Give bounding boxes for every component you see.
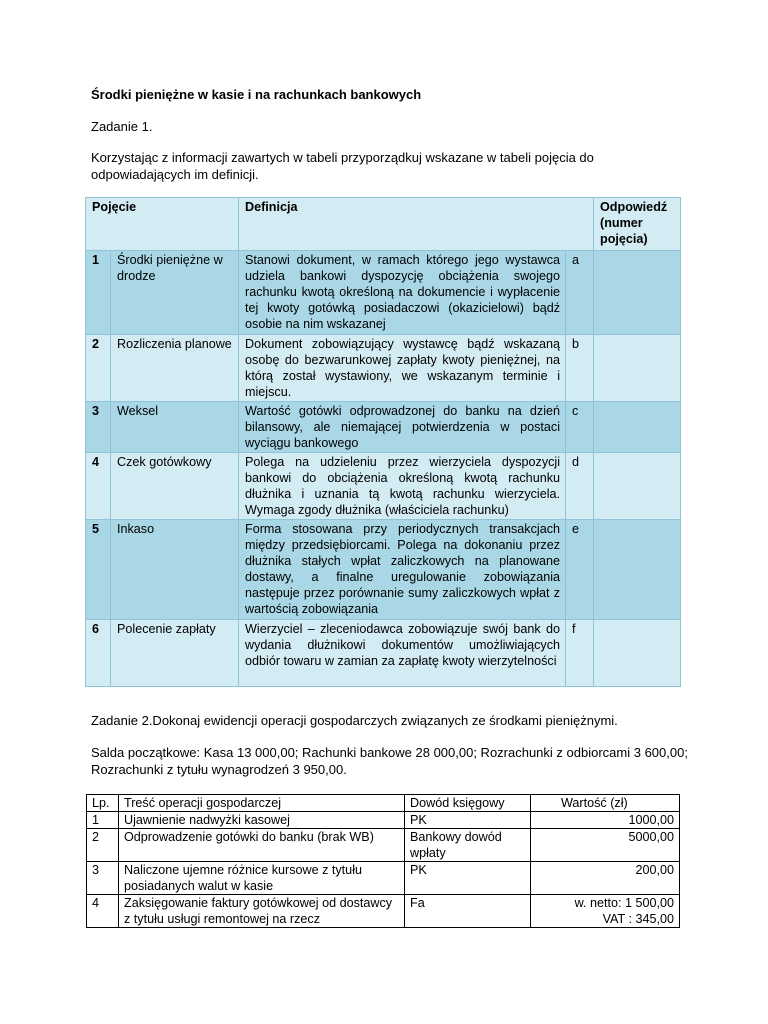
- row-document: PK: [405, 862, 531, 895]
- header-answer: Odpowiedź (numer pojęcia): [594, 198, 681, 251]
- row-number: 6: [86, 620, 111, 687]
- table-row: [86, 620, 681, 687]
- row-definition: Dokument zobowiązujący wystawcę bądź wskazaną osobę do bezwarunkowej zapłaty kwoty pieniężnej, na którą został wystawiony, we wskazanym terminie i miejscu.: [239, 335, 566, 402]
- table-row: [87, 895, 680, 928]
- row-content: Odprowadzenie gotówki do banku (brak WB): [119, 829, 405, 862]
- concepts-table-header: [86, 198, 681, 251]
- table-row: [86, 251, 681, 335]
- row-document: Bankowy dowód wpłaty: [405, 829, 531, 862]
- row-value: 1000,00: [531, 812, 680, 829]
- row-letter: d: [566, 453, 594, 520]
- row-letter: f: [566, 620, 594, 687]
- row-concept: Polecenie zapłaty: [111, 620, 239, 687]
- row-number: 2: [86, 335, 111, 402]
- answer-cell[interactable]: [594, 335, 681, 402]
- row-definition: Wartość gotówki odprowadzonej do banku na dzień bilansowy, ale niemającej potwierdzenia w postaci wyciągu bankowego: [239, 402, 566, 453]
- answer-cell[interactable]: [594, 453, 681, 520]
- table-row: [86, 402, 681, 453]
- answer-cell[interactable]: [594, 402, 681, 453]
- header-content: Treść operacji gospodarczej: [119, 795, 405, 812]
- row-definition: Wierzyciel – zleceniodawca zobowiązuje swój bank do wydania dłużnikowi dokumentów umożliwiających odbiór towaru w zamian za zapłatę kwoty wierzytelności: [239, 620, 566, 687]
- row-document: Fa: [405, 895, 531, 928]
- header-definition: Definicja: [239, 198, 594, 251]
- table-row: [86, 453, 681, 520]
- task1-instruction: Korzystając z informacji zawartych w tabeli przyporządkuj wskazane w tabeli pojęcia do odpowiadających im definicji.: [91, 150, 594, 182]
- answer-cell[interactable]: [594, 251, 681, 335]
- answer-cell[interactable]: [594, 620, 681, 687]
- row-value: [531, 895, 680, 928]
- row-definition: Stanowi dokument, w ramach którego jego wystawca udziela bankowi dyspozycję obciążenia swojego rachunku kwotą określoną na dokumencie i wypłacenie tej kwoty gotówką posiadaczowi (okazicielowi) bądź osobie na nim wskazanej: [239, 251, 566, 335]
- row-value: 5000,00: [531, 829, 680, 862]
- row-number: 1: [86, 251, 111, 335]
- task2-balances: Salda początkowe: Kasa 13 000,00; Rachunki bankowe 28 000,00; Rozrachunki z odbiorcami 3 600,00; Rozrachunki z tytułu wynagrodzeń 3 950,00.: [91, 745, 688, 777]
- table-row: [87, 862, 680, 895]
- operations-table-header: [87, 795, 680, 812]
- row-concept: Środki pieniężne w drodze: [111, 251, 239, 335]
- row-content: Ujawnienie nadwyżki kasowej: [119, 812, 405, 829]
- task1-label: Zadanie 1.: [91, 119, 153, 134]
- row-content: Naliczone ujemne różnice kursowe z tytułu posiadanych walut w kasie: [119, 862, 405, 895]
- table-row: [87, 812, 680, 829]
- row-letter: c: [566, 402, 594, 453]
- header-value: Wartość (zł): [531, 795, 680, 812]
- table-row: [86, 335, 681, 402]
- row-content: Zaksięgowanie faktury gotówkowej od dostawcy z tytułu usługi remontowej na rzecz: [119, 895, 405, 928]
- row-value: 200,00: [531, 862, 680, 895]
- header-lp: Lp.: [87, 795, 119, 812]
- row-letter: e: [566, 520, 594, 620]
- row-number: 3: [86, 402, 111, 453]
- answer-cell[interactable]: [594, 520, 681, 620]
- row-value-net: w. netto: 1 500,00: [574, 896, 674, 910]
- header-document: Dowód księgowy: [405, 795, 531, 812]
- table-row: [86, 520, 681, 620]
- operations-table: [86, 794, 680, 928]
- row-document: PK: [405, 812, 531, 829]
- row-letter: b: [566, 335, 594, 402]
- concepts-table: [85, 197, 681, 687]
- row-number: 5: [86, 520, 111, 620]
- row-lp: 4: [87, 895, 119, 928]
- row-number: 4: [86, 453, 111, 520]
- row-concept: Inkaso: [111, 520, 239, 620]
- row-definition: Polega na udzieleniu przez wierzyciela dyspozycji bankowi do obciążenia określoną kwotą rachunku dłużnika i uznania tą kwotą rachunku wierzyciela. Wymaga zgody dłużnika (właściciela rachunku): [239, 453, 566, 520]
- row-lp: 1: [87, 812, 119, 829]
- header-concept: Pojęcie: [86, 198, 239, 251]
- row-concept: Weksel: [111, 402, 239, 453]
- document-title: Środki pieniężne w kasie i na rachunkach bankowych: [91, 87, 422, 102]
- row-letter: a: [566, 251, 594, 335]
- row-lp: 2: [87, 829, 119, 862]
- task2-label: Zadanie 2.Dokonaj ewidencji operacji gospodarczych związanych ze środkami pieniężnymi.: [91, 713, 618, 728]
- row-concept: Czek gotówkowy: [111, 453, 239, 520]
- row-value-vat: VAT : 345,00: [602, 912, 674, 926]
- table-row: [87, 829, 680, 862]
- row-definition: Forma stosowana przy periodycznych transakcjach między przedsiębiorcami. Polega na dokonaniu przez dłużnika stałych wpłat zaliczkowych na planowane dostawy, a finalne uregulowanie zobowiązania następuje przez porównanie sumy zaliczkowych wpłat z wartością zobowiązania: [239, 520, 566, 620]
- row-lp: 3: [87, 862, 119, 895]
- row-concept: Rozliczenia planowe: [111, 335, 239, 402]
